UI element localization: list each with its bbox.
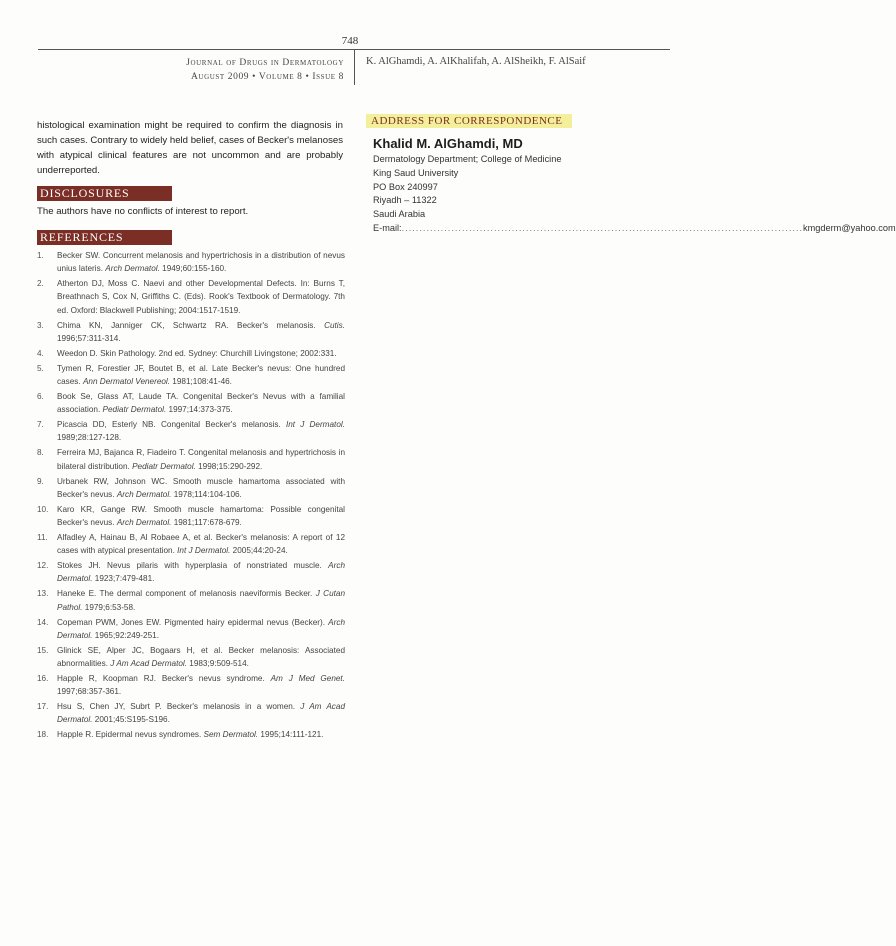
reference-journal: Pediatr Dermatol. xyxy=(102,405,167,415)
issue-line: August 2009 • Volume 8 • Issue 8 xyxy=(190,72,344,82)
email-link[interactable]: kmgderm@yahoo.com xyxy=(803,222,896,233)
address-line: King Saud University xyxy=(373,167,459,178)
reference-journal: Cutis. xyxy=(324,320,345,330)
reference-citation: 1997;14:373-375. xyxy=(166,405,233,415)
reference-journal: Int J Dermatol. xyxy=(177,546,231,556)
email-label: E-mail: xyxy=(373,222,402,233)
reference-citation: 1979;6:53-58. xyxy=(82,602,136,612)
correspondence-address xyxy=(373,153,896,236)
address-line: Saudi Arabia xyxy=(373,209,426,220)
address-line: Dermatology Department; College of Medicine xyxy=(373,154,562,164)
reference-text: Stokes JH. Nevus pilaris with hyperplasia of nonstriated muscle. xyxy=(57,561,329,571)
reference-item xyxy=(37,418,345,444)
reference-number: 8. xyxy=(37,448,44,458)
reference-item xyxy=(37,672,345,698)
reference-number: 11. xyxy=(37,533,48,543)
reference-text: Happle R. Epidermal nevus syndromes. xyxy=(57,730,204,740)
reference-citation: 1989;28:127-128. xyxy=(57,433,122,443)
reference-text: Picascia DD, Esterly NB. Congenital Becker's melanosis. xyxy=(57,420,286,430)
reference-number: 2. xyxy=(37,279,44,289)
reference-citation: 1995;14:111-121. xyxy=(258,730,324,740)
journal-title: Journal of Drugs in Dermatology xyxy=(186,58,344,68)
page-number: 748 xyxy=(341,35,359,47)
authors-header: K. AlGhamdi, A. AlKhalifah, A. AlSheikh, F. AlSaif xyxy=(366,56,586,67)
reference-number: 17. xyxy=(37,702,49,712)
reference-item xyxy=(37,616,345,642)
reference-citation: 1923;7:479-481. xyxy=(92,574,155,584)
reference-citation: 1949;60:155-160. xyxy=(159,264,227,274)
reference-text: Copeman PWM, Jones EW. Pigmented hairy epidermal nevus (Becker). xyxy=(57,617,329,627)
reference-text: Ferreira MJ, Bajanca R, Fiadeiro T. Congenital melanosis and hypertrichosis in bilateral distribution. xyxy=(57,448,345,471)
reference-number: 12. xyxy=(37,561,49,571)
reference-number: 14. xyxy=(37,617,49,627)
reference-journal: Arch Dermatol. xyxy=(105,264,160,274)
reference-number: 18. xyxy=(37,730,49,740)
reference-number: 15. xyxy=(37,645,49,655)
body-paragraph: histological examination might be required to confirm the diagnosis in such cases. Contrary to widely held belief, cases of Becker's melanoses with atypical clinical features are not uncommon and are probably underreported. xyxy=(37,120,343,176)
reference-text: Weedon D. Skin Pathology. 2nd ed. Sydney: Churchill Livingstone; 2002:331. xyxy=(57,348,337,358)
reference-item xyxy=(37,277,345,317)
reference-citation: 1998;15:290-292. xyxy=(195,461,263,471)
reference-item xyxy=(37,362,345,388)
reference-item xyxy=(37,587,345,613)
reference-journal: Arch Dermatol. xyxy=(116,518,172,528)
header-divider xyxy=(354,50,355,85)
reference-citation: 2005;44:20-24. xyxy=(230,546,288,556)
disclosures-heading: DISCLOSURES xyxy=(37,186,172,201)
reference-journal: J Cutan Pathol. xyxy=(57,589,346,612)
reference-citation: 1983;9:509-514. xyxy=(187,659,249,669)
reference-journal: J Am Acad Dermatol. xyxy=(57,702,345,725)
reference-journal: Arch Dermatol. xyxy=(116,489,172,499)
reference-citation: 1981;108:41-46. xyxy=(170,377,232,387)
reference-citation: 1981;117:678-679. xyxy=(171,518,242,528)
reference-item xyxy=(37,559,345,585)
journal-header xyxy=(150,56,344,84)
reference-citation: 1978;114:104-106. xyxy=(171,489,242,499)
reference-text: Atherton DJ, Moss C. Naevi and other Developmental Defects. In: Burns T, Breathnach S, Cox N, Griffiths C. (Eds). Rook's Textbook of Dermatology. 7th ed. Oxford: Blackwell Publishing; 2004:1517-1519. xyxy=(57,279,345,315)
reference-number: 16. xyxy=(37,674,49,684)
reference-number: 6. xyxy=(37,392,44,402)
reference-text: Karo KR, Gange RW. Smooth muscle hamartoma: Possible congenital Becker's nevus. xyxy=(57,504,345,528)
reference-number: 13. xyxy=(37,589,49,599)
address-line: PO Box 240997 xyxy=(373,181,438,192)
reference-item xyxy=(37,446,345,472)
reference-journal: Arch Dermatol. xyxy=(57,617,345,640)
reference-journal: Pediatr Dermatol. xyxy=(132,461,196,471)
correspondence-name: Khalid M. AlGhamdi, MD xyxy=(373,136,523,151)
reference-citation: 1997;68:357-361. xyxy=(57,687,122,697)
reference-list xyxy=(37,249,345,743)
reference-journal: Sem Dermatol. xyxy=(203,730,259,740)
reference-citation: 1996;57:311-314. xyxy=(57,333,121,343)
email-line: E-mail: ................................................................................................................. kmgderm@yahoo.com xyxy=(373,222,663,236)
reference-number: 10. xyxy=(37,504,49,514)
reference-journal: Int J Dermatol. xyxy=(285,420,345,430)
reference-journal: J Am Acad Dermatol. xyxy=(110,659,187,669)
reference-text: Book Se, Glass AT, Laude TA. Congenital Becker's Nevus with a familial association. xyxy=(57,392,345,415)
reference-item xyxy=(37,347,345,360)
correspondence-heading: ADDRESS FOR CORRESPONDENCE xyxy=(366,114,572,128)
reference-item xyxy=(37,390,345,416)
reference-text: Happle R, Koopman RJ. Becker's nevus syndrome. xyxy=(57,674,271,684)
reference-number: 3. xyxy=(37,320,44,330)
disclosures-text: The authors have no conflicts of interest to report. xyxy=(37,206,249,217)
reference-text: Glinick SE, Alper JC, Bogaars H, et al. Becker melanosis: Associated abnormalities. xyxy=(57,645,345,669)
reference-item xyxy=(37,700,345,726)
reference-item xyxy=(37,644,345,670)
reference-item xyxy=(37,728,345,741)
reference-item xyxy=(37,503,345,529)
reference-text: Haneke E. The dermal component of melanosis naeviformis Becker. xyxy=(57,589,316,599)
reference-citation: 2001;45:S195-S196. xyxy=(92,715,170,725)
reference-text: Urbanek RW, Johnson WC. Smooth muscle hamartoma associated with Becker's nevus. xyxy=(57,476,345,499)
reference-text: Becker SW. Concurrent melanosis and hypertrichosis in a distribution of nevus unius lateris. xyxy=(57,251,345,274)
reference-text: Alfadley A, Hainau B, Al Robaee A, et al. Becker's melanosis: A report of 12 cases with atypical presentation. xyxy=(57,533,345,556)
reference-text: Tymen R, Forestier JF, Boutet B, et al. Late Becker's nevus: One hundred cases. xyxy=(57,363,345,387)
reference-item xyxy=(37,249,345,275)
reference-journal: Ann Dermatol Venereol. xyxy=(82,377,171,387)
reference-journal: Am J Med Genet. xyxy=(270,674,345,684)
reference-number: 5. xyxy=(37,363,44,373)
references-heading: REFERENCES xyxy=(37,230,172,245)
reference-number: 1. xyxy=(37,251,44,260)
reference-item xyxy=(37,475,345,501)
reference-text: Hsu S, Chen JY, Subrt P. Becker's melanosis in a women. xyxy=(57,702,301,712)
reference-number: 4. xyxy=(37,348,44,358)
reference-number: 7. xyxy=(37,420,44,430)
address-line: Riyadh – 11322 xyxy=(373,195,437,206)
reference-number: 9. xyxy=(37,476,44,486)
reference-citation: 1965;92:249-251. xyxy=(92,630,159,640)
reference-item xyxy=(37,531,345,557)
reference-journal: Arch Dermatol. xyxy=(57,561,345,584)
reference-text: Chima KN, Janniger CK, Schwartz RA. Becker's melanosis. xyxy=(57,320,325,330)
reference-item xyxy=(37,319,345,345)
